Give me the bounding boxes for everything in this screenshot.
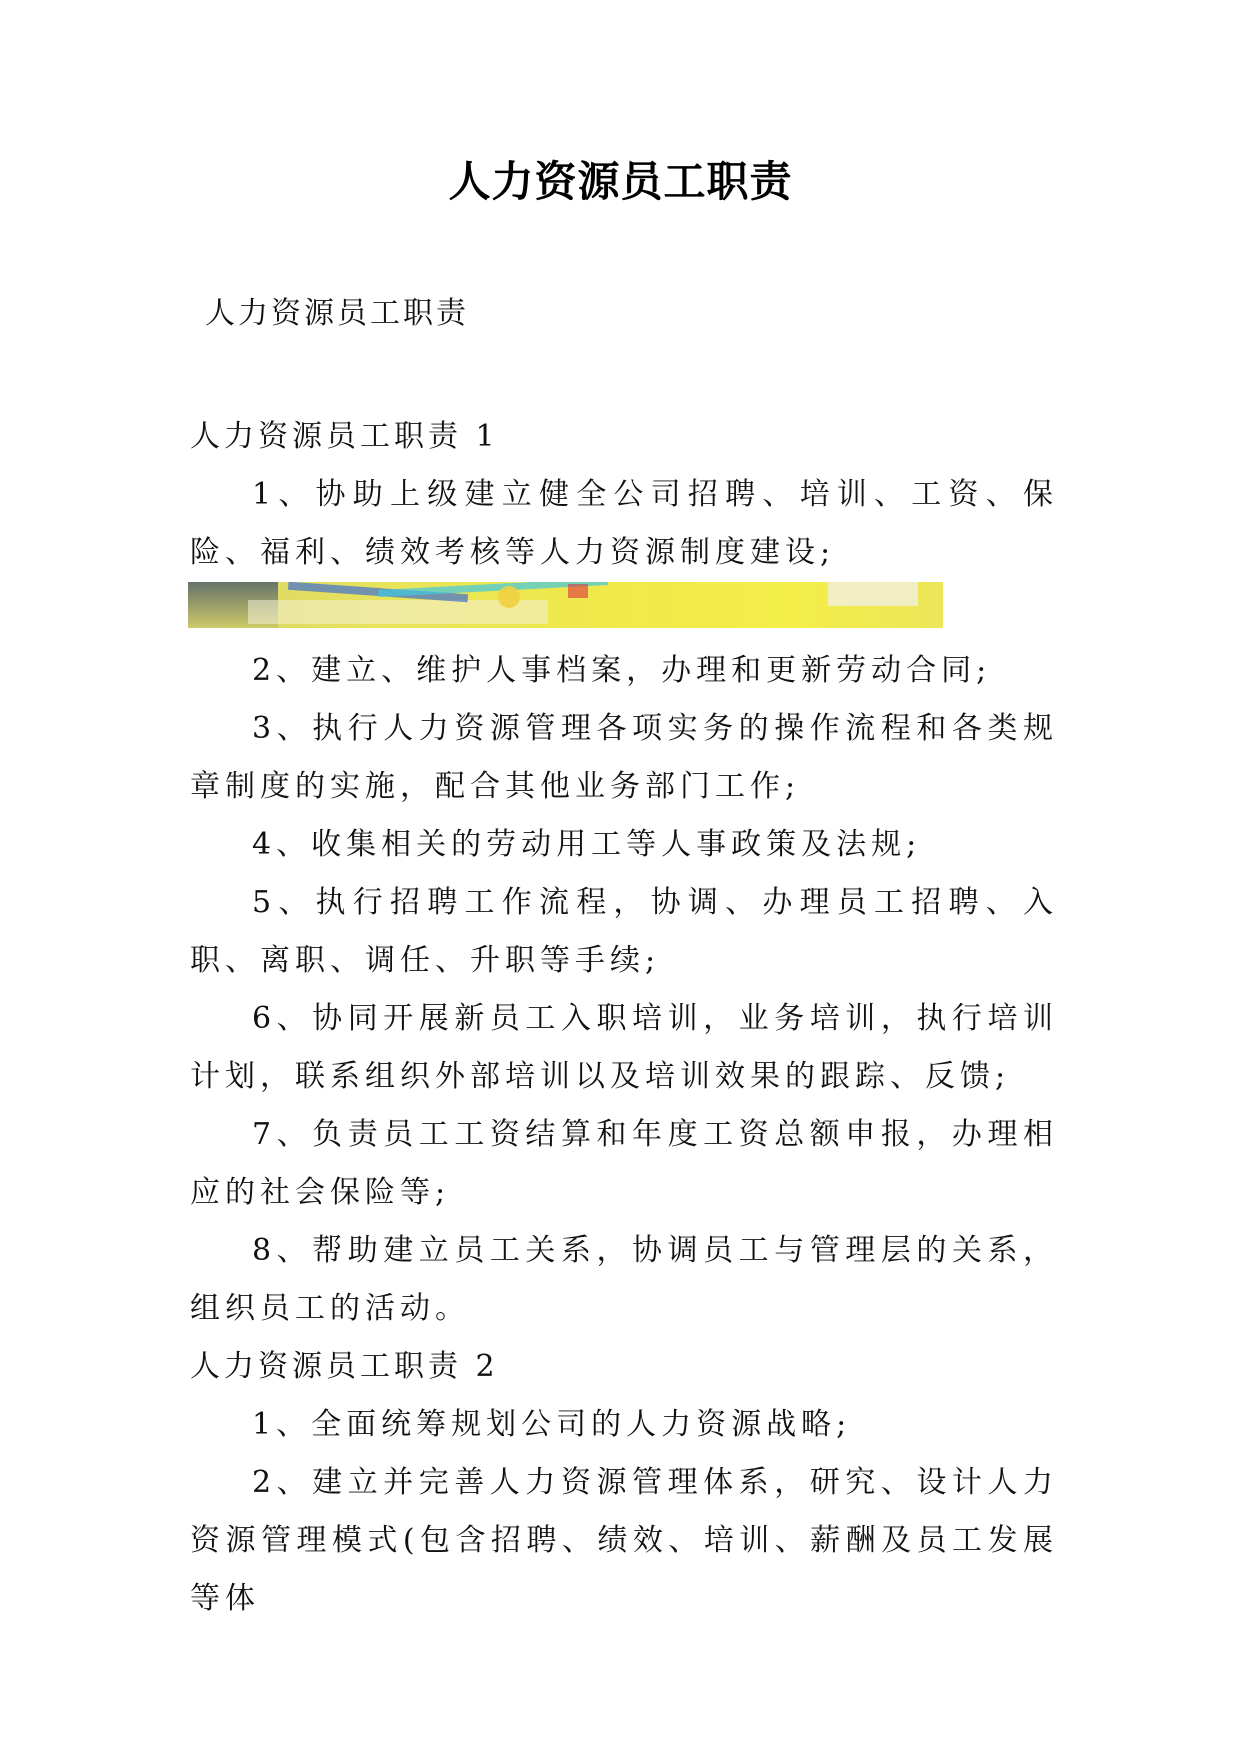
list-item: 2、建立并完善人力资源管理体系，研究、设计人力资源管理模式(包含招聘、绩效、培训、薪酬及员工发展等体 — [190, 1465, 1058, 1616]
list-item: 1、协助上级建立健全公司招聘、培训、工资、保险、福利、绩效考核等人力资源制度建设; — [190, 477, 1058, 570]
document-body — [190, 408, 1058, 1628]
decorative-image — [188, 582, 943, 628]
page-subtitle: 人力资源员工职责 — [205, 296, 469, 331]
list-item: 1、全面统筹规划公司的人力资源战略; — [252, 1407, 852, 1442]
section-heading-1: 人力资源员工职责 1 — [190, 419, 499, 454]
list-item: 5、执行招聘工作流程，协调、办理员工招聘、入职、离职、调任、升职等手续; — [190, 885, 1058, 978]
list-item: 3、执行人力资源管理各项实务的操作流程和各类规章制度的实施，配合其他业务部门工作; — [190, 711, 1058, 804]
list-item: 6、协同开展新员工入职培训，业务培训，执行培训计划，联系组织外部培训以及培训效果的跟踪、反馈; — [190, 1001, 1058, 1094]
list-item: 8、帮助建立员工关系，协调员工与管理层的关系，组织员工的活动。 — [190, 1233, 1058, 1326]
list-item: 7、负责员工工资结算和年度工资总额申报，办理相应的社会保险等; — [190, 1117, 1058, 1210]
page-title: 人力资源员工职责 — [448, 157, 793, 206]
list-item: 4、收集相关的劳动用工等人事政策及法规; — [252, 827, 922, 862]
list-item: 2、建立、维护人事档案，办理和更新劳动合同; — [252, 653, 992, 688]
section-heading-2: 人力资源员工职责 2 — [190, 1349, 499, 1384]
